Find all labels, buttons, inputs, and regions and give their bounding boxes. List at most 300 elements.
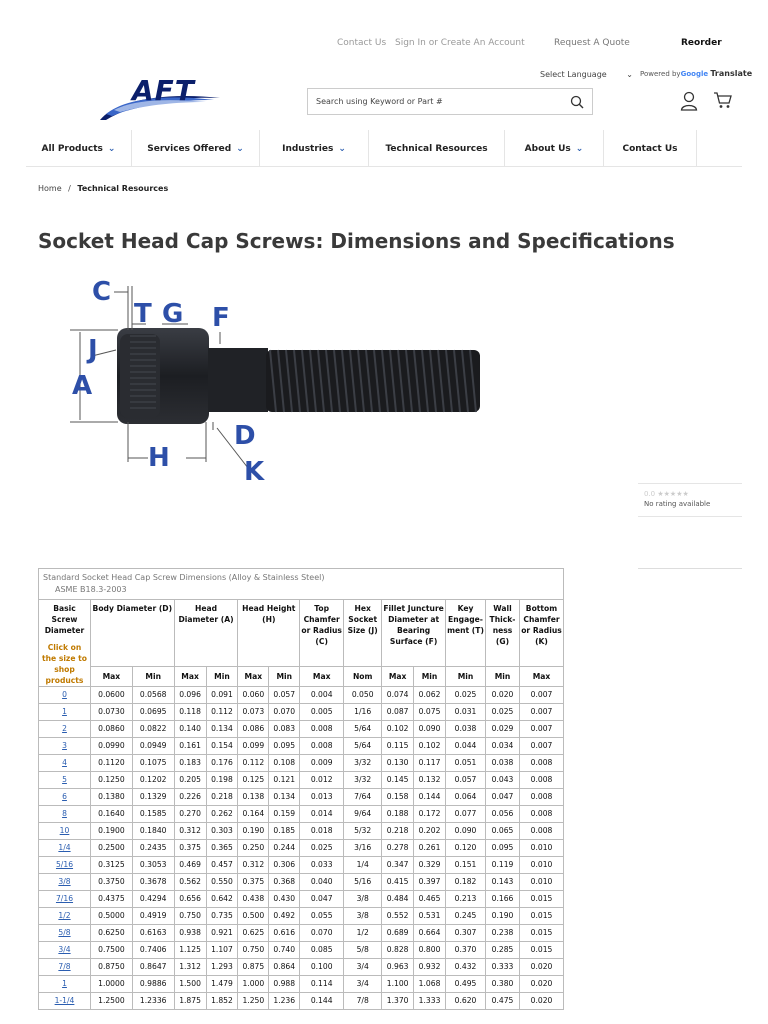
search-icon[interactable] <box>570 95 584 109</box>
table-cell: 0.166 <box>486 891 520 908</box>
table-cell: 0.262 <box>206 806 238 823</box>
size-link[interactable]: 3/4 <box>39 942 91 959</box>
table-cell: 0.307 <box>446 925 486 942</box>
nav-all-products[interactable] <box>26 130 132 167</box>
table-cell: 0.025 <box>486 704 520 721</box>
nav-services-offered-label: Services Offered <box>147 143 232 154</box>
table-cell: 5/64 <box>344 721 382 738</box>
table-cell: 0.090 <box>414 721 446 738</box>
table-cell: 0.047 <box>486 789 520 806</box>
table-cell: 0.864 <box>269 959 300 976</box>
nav-all-products-label: All Products <box>41 143 103 154</box>
table-subheader-cell: Min <box>414 667 446 687</box>
table-cell: 0.1075 <box>132 755 174 772</box>
table-cell: 7/64 <box>344 789 382 806</box>
table-row <box>39 738 564 755</box>
diagram-label-a: A <box>72 371 93 401</box>
language-select[interactable] <box>538 67 633 81</box>
table-row <box>39 925 564 942</box>
table-header-label: Head Height (H) <box>242 604 296 624</box>
table-cell: 0.060 <box>238 687 269 704</box>
table-cell: 0.250 <box>238 840 269 857</box>
table-cell: 0.010 <box>520 857 564 874</box>
table-row <box>39 942 564 959</box>
nav-technical-resources-label: Technical Resources <box>385 143 488 154</box>
table-cell: 0.4294 <box>132 891 174 908</box>
sidebar-divider <box>638 568 742 569</box>
table-cell: 0.144 <box>300 993 344 1010</box>
table-cell: 0.010 <box>520 840 564 857</box>
table-cell: 0.015 <box>520 908 564 925</box>
table-cell: 3/8 <box>344 908 382 925</box>
table-cell: 0.750 <box>238 942 269 959</box>
table-row <box>39 908 564 925</box>
size-link[interactable]: 7/16 <box>39 891 91 908</box>
table-cell: 0.008 <box>520 806 564 823</box>
table-cell: 1.333 <box>414 993 446 1010</box>
table-cell: 0.1250 <box>91 772 133 789</box>
size-link[interactable]: 0 <box>39 687 91 704</box>
table-header-label: Key Engage-ment (T) <box>447 604 484 635</box>
table-cell: 0.085 <box>300 942 344 959</box>
table-cell: 0.118 <box>174 704 206 721</box>
table-cell: 9/64 <box>344 806 382 823</box>
table-cell: 0.004 <box>300 687 344 704</box>
table-cell: 0.368 <box>269 874 300 891</box>
table-row <box>39 891 564 908</box>
table-cell: 0.740 <box>269 942 300 959</box>
table-cell: 0.125 <box>238 772 269 789</box>
table-cell: 0.397 <box>414 874 446 891</box>
table-cell: 0.1329 <box>132 789 174 806</box>
table-cell: 0.121 <box>269 772 300 789</box>
table-cell: 0.370 <box>446 942 486 959</box>
table-cell: 0.014 <box>300 806 344 823</box>
table-cell: 0.182 <box>446 874 486 891</box>
table-cell: 0.183 <box>174 755 206 772</box>
table-cell: 0.656 <box>174 891 206 908</box>
size-link[interactable]: 1/2 <box>39 908 91 925</box>
table-cell: 0.5000 <box>91 908 133 925</box>
table-cell: 0.151 <box>446 857 486 874</box>
chevron-down-icon: ⌄ <box>338 143 346 154</box>
table-cell: 0.020 <box>520 976 564 993</box>
breadcrumb-current: Technical Resources <box>77 184 169 193</box>
size-link[interactable]: 1-1/4 <box>39 993 91 1010</box>
table-cell: 0.102 <box>414 738 446 755</box>
nav-industries[interactable] <box>260 130 369 167</box>
nav-technical-resources[interactable] <box>369 130 505 167</box>
table-subheader-cell: Max <box>238 667 269 687</box>
table-cell: 0.226 <box>174 789 206 806</box>
table-header-cell <box>300 600 344 667</box>
table-cell: 0.010 <box>520 874 564 891</box>
table-cell: 0.138 <box>238 789 269 806</box>
table-header-cell <box>382 600 446 667</box>
search-input[interactable] <box>308 89 548 114</box>
table-subheader-cell: Min <box>446 667 486 687</box>
table-cell: 0.4375 <box>91 891 133 908</box>
table-cell: 0.0949 <box>132 738 174 755</box>
table-cell: 0.938 <box>174 925 206 942</box>
table-cell: 0.083 <box>269 721 300 738</box>
table-cell: 0.0695 <box>132 704 174 721</box>
size-link[interactable]: 7/8 <box>39 959 91 976</box>
table-header-cell <box>446 600 486 667</box>
nav-contact-us-label: Contact Us <box>622 143 678 154</box>
table-cell: 0.484 <box>382 891 414 908</box>
table-cell: 0.015 <box>520 891 564 908</box>
breadcrumb-home[interactable]: Home <box>38 184 62 193</box>
shop-note: Click on the size to shop products <box>41 643 87 685</box>
table-cell: 0.238 <box>486 925 520 942</box>
aft-logo[interactable] <box>96 74 224 126</box>
table-title: Standard Socket Head Cap Screw Dimensions (Alloy & Stainless Steel) <box>43 573 325 582</box>
translate-link[interactable]: Translate <box>710 69 753 78</box>
rating-stars <box>644 490 736 498</box>
size-link[interactable]: 2 <box>39 721 91 738</box>
table-cell: 0.2500 <box>91 840 133 857</box>
table-cell: 0.008 <box>520 823 564 840</box>
rating-widget[interactable] <box>638 483 742 517</box>
size-link[interactable]: 6 <box>39 789 91 806</box>
table-cell: 0.065 <box>486 823 520 840</box>
powered-by-text: Powered by <box>640 70 681 78</box>
table-cell: 1.479 <box>206 976 238 993</box>
account-icon[interactable] <box>680 91 698 111</box>
reorder-link[interactable]: Reorder <box>681 38 722 48</box>
table-cell: 3/4 <box>344 959 382 976</box>
table-cell: 0.120 <box>446 840 486 857</box>
table-cell: 0.3053 <box>132 857 174 874</box>
table-row <box>39 721 564 738</box>
table-cell: 0.164 <box>238 806 269 823</box>
table-cell: 0.172 <box>414 806 446 823</box>
size-link[interactable]: 10 <box>39 823 91 840</box>
table-cell: 0.438 <box>238 891 269 908</box>
table-cell: 3/16 <box>344 840 382 857</box>
table-row <box>39 993 564 1010</box>
table-cell: 0.095 <box>269 738 300 755</box>
table-cell: 0.198 <box>206 772 238 789</box>
table-cell: 0.6163 <box>132 925 174 942</box>
table-cell: 0.531 <box>414 908 446 925</box>
table-cell: 0.031 <box>446 704 486 721</box>
dimension-table <box>38 568 564 1010</box>
table-cell: 1.0000 <box>91 976 133 993</box>
chevron-down-icon: ⌄ <box>236 143 244 154</box>
table-cell: 0.190 <box>238 823 269 840</box>
table-body <box>39 687 564 1010</box>
diagram-label-g: G <box>162 299 184 329</box>
table-header-label: Top Chamfer or Radius (C) <box>301 604 342 646</box>
table-cell: 0.025 <box>300 840 344 857</box>
rating-text: No rating available <box>644 500 711 508</box>
main-nav <box>26 130 742 167</box>
table-cell: 0.7500 <box>91 942 133 959</box>
table-cell: 0.475 <box>486 993 520 1010</box>
table-cell: 1.370 <box>382 993 414 1010</box>
table-cell: 0.008 <box>300 721 344 738</box>
table-cell: 0.285 <box>486 942 520 959</box>
table-cell: 0.0860 <box>91 721 133 738</box>
table-cell: 0.375 <box>238 874 269 891</box>
table-cell: 0.218 <box>382 823 414 840</box>
logo-text: AFT <box>132 74 195 107</box>
table-cell: 0.1640 <box>91 806 133 823</box>
table-header-label: Fillet Juncture Diameter at Bearing Surface (F) <box>383 604 444 646</box>
table-caption <box>38 568 564 599</box>
table-header-label: Head Diameter (A) <box>178 604 234 624</box>
table-cell: 0.0568 <box>132 687 174 704</box>
size-link[interactable]: 1/4 <box>39 840 91 857</box>
table-row <box>39 806 564 823</box>
table-cell: 0.875 <box>238 959 269 976</box>
table-cell: 0.616 <box>269 925 300 942</box>
table-cell: 1.2500 <box>91 993 133 1010</box>
table-row <box>39 789 564 806</box>
size-link[interactable]: 5/16 <box>39 857 91 874</box>
table-cell: 0.312 <box>174 823 206 840</box>
table-cell: 0.143 <box>486 874 520 891</box>
cart-icon[interactable] <box>713 91 733 109</box>
diagram-label-j: J <box>88 335 98 365</box>
table-cell: 0.033 <box>300 857 344 874</box>
chevron-down-icon: ⌄ <box>575 143 584 154</box>
table-cell: 0.020 <box>520 993 564 1010</box>
table-cell: 0.038 <box>446 721 486 738</box>
table-row <box>39 976 564 993</box>
screw-dimension-diagram <box>70 272 490 487</box>
table-cell: 0.492 <box>269 908 300 925</box>
table-header-label: Wall Thick-ness (G) <box>489 604 516 646</box>
powered-by-google <box>640 69 752 78</box>
table-header-cell <box>39 600 91 687</box>
table-cell: 1.500 <box>174 976 206 993</box>
table-cell: 5/8 <box>344 942 382 959</box>
table-cell: 0.130 <box>382 755 414 772</box>
table-cell: 5/16 <box>344 874 382 891</box>
table-cell: 0.1202 <box>132 772 174 789</box>
table-header-cell <box>174 600 238 667</box>
table-cell: 0.432 <box>446 959 486 976</box>
table-cell: 0.015 <box>520 925 564 942</box>
breadcrumb-separator: / <box>68 184 71 193</box>
table-cell: 0.306 <box>269 857 300 874</box>
table-subheader-cell: Min <box>486 667 520 687</box>
table-cell: 0.025 <box>446 687 486 704</box>
table-cell: 0.303 <box>206 823 238 840</box>
table-cell: 1.875 <box>174 993 206 1010</box>
table-row <box>39 823 564 840</box>
table-row <box>39 874 564 891</box>
google-logo-text: Google <box>680 70 709 78</box>
table-cell: 0.562 <box>174 874 206 891</box>
breadcrumb <box>38 184 168 193</box>
table-cell: 0.244 <box>269 840 300 857</box>
table-subheader-cell: Max <box>174 667 206 687</box>
table-cell: 0.073 <box>238 704 269 721</box>
table-cell: 0.140 <box>174 721 206 738</box>
table-cell: 0.062 <box>414 687 446 704</box>
table-cell: 0.070 <box>300 925 344 942</box>
table-cell: 0.4919 <box>132 908 174 925</box>
table-cell: 0.0990 <box>91 738 133 755</box>
table-cell: 0.007 <box>520 738 564 755</box>
table-cell: 0.086 <box>238 721 269 738</box>
nav-services-offered[interactable] <box>132 130 260 167</box>
request-quote-link[interactable]: Request A Quote <box>554 38 630 48</box>
table-cell: 0.050 <box>344 687 382 704</box>
table-cell: 0.029 <box>486 721 520 738</box>
nav-industries-label: Industries <box>282 143 334 154</box>
table-cell: 0.009 <box>300 755 344 772</box>
table-cell: 0.115 <box>382 738 414 755</box>
table-cell: 0.047 <box>300 891 344 908</box>
table-cell: 0.161 <box>174 738 206 755</box>
table-cell: 0.213 <box>446 891 486 908</box>
size-link[interactable]: 8 <box>39 806 91 823</box>
table-cell: 0.625 <box>238 925 269 942</box>
sign-in-link[interactable]: Sign In or Create An Account <box>395 38 525 48</box>
table-cell: 1.293 <box>206 959 238 976</box>
table-cell: 0.552 <box>382 908 414 925</box>
table-cell: 0.664 <box>414 925 446 942</box>
size-link[interactable]: 1 <box>39 704 91 721</box>
size-link[interactable]: 5 <box>39 772 91 789</box>
table-cell: 0.145 <box>382 772 414 789</box>
table-cell: 0.0600 <box>91 687 133 704</box>
table-cell: 0.020 <box>520 959 564 976</box>
table-cell: 1.2336 <box>132 993 174 1010</box>
table-cell: 0.008 <box>520 755 564 772</box>
table-cell: 0.159 <box>269 806 300 823</box>
table-cell: 0.1900 <box>91 823 133 840</box>
table-cell: 0.430 <box>269 891 300 908</box>
table-cell: 0.013 <box>300 789 344 806</box>
table-cell: 0.134 <box>269 789 300 806</box>
table-row <box>39 755 564 772</box>
table-cell: 0.469 <box>174 857 206 874</box>
table-header-label: Hex Socket Size (J) <box>347 604 378 635</box>
table-cell: 0.043 <box>486 772 520 789</box>
diagram-label-c: C <box>92 277 112 307</box>
table-cell: 0.800 <box>414 942 446 959</box>
table-cell: 1.312 <box>174 959 206 976</box>
table-cell: 0.457 <box>206 857 238 874</box>
size-link[interactable]: 3/8 <box>39 874 91 891</box>
table-cell: 1.100 <box>382 976 414 993</box>
table-row <box>39 704 564 721</box>
table-cell: 0.008 <box>520 772 564 789</box>
table-cell: 0.3750 <box>91 874 133 891</box>
table-cell: 0.190 <box>486 908 520 925</box>
language-select-label: Select Language <box>540 69 607 79</box>
table-cell: 1.000 <box>238 976 269 993</box>
table-cell: 0.112 <box>206 704 238 721</box>
nav-about-us-label: About Us <box>524 143 571 154</box>
size-link[interactable]: 5/8 <box>39 925 91 942</box>
table-subheader-row <box>39 667 564 687</box>
table-cell: 0.245 <box>446 908 486 925</box>
table-cell: 0.495 <box>446 976 486 993</box>
table-cell: 0.015 <box>520 942 564 959</box>
table-cell: 0.465 <box>414 891 446 908</box>
table-cell: 0.312 <box>238 857 269 874</box>
table-cell: 0.375 <box>174 840 206 857</box>
size-link[interactable]: 4 <box>39 755 91 772</box>
table-cell: 0.051 <box>446 755 486 772</box>
table-cell: 0.333 <box>486 959 520 976</box>
table-cell: 0.500 <box>238 908 269 925</box>
contact-us-link[interactable]: Contact Us <box>337 38 387 48</box>
table-cell: 0.620 <box>446 993 486 1010</box>
diagram-label-d: D <box>234 421 256 451</box>
table-cell: 0.112 <box>238 755 269 772</box>
table-cell: 0.1380 <box>91 789 133 806</box>
table-subtitle: ASME B18.3-2003 <box>55 585 127 594</box>
table-cell: 0.158 <box>382 789 414 806</box>
table-subheader-cell: Nom <box>344 667 382 687</box>
table-cell: 0.077 <box>446 806 486 823</box>
table-cell: 1.068 <box>414 976 446 993</box>
table-cell: 0.119 <box>486 857 520 874</box>
table-cell: 0.0822 <box>132 721 174 738</box>
table-cell: 0.040 <box>300 874 344 891</box>
table-cell: 0.642 <box>206 891 238 908</box>
table-cell: 0.144 <box>414 789 446 806</box>
table-cell: 0.087 <box>382 704 414 721</box>
table-cell: 0.008 <box>520 789 564 806</box>
table-cell: 0.8647 <box>132 959 174 976</box>
size-link[interactable]: 1 <box>39 976 91 993</box>
screw-body <box>208 348 268 412</box>
table-row <box>39 959 564 976</box>
table-cell: 0.347 <box>382 857 414 874</box>
table-cell: 5/32 <box>344 823 382 840</box>
size-link[interactable]: 3 <box>39 738 91 755</box>
table-subheader-cell: Min <box>206 667 238 687</box>
table-header-row <box>39 600 564 667</box>
table-cell: 0.007 <box>520 687 564 704</box>
table-cell: 0.114 <box>300 976 344 993</box>
table-cell: 0.3678 <box>132 874 174 891</box>
table-cell: 0.090 <box>446 823 486 840</box>
table-cell: 0.380 <box>486 976 520 993</box>
table-cell: 0.185 <box>269 823 300 840</box>
table-cell: 0.270 <box>174 806 206 823</box>
table-cell: 0.176 <box>206 755 238 772</box>
table-subheader-cell: Max <box>520 667 564 687</box>
table-cell: 0.205 <box>174 772 206 789</box>
table-cell: 0.075 <box>414 704 446 721</box>
table-cell: 0.278 <box>382 840 414 857</box>
nav-contact-us[interactable] <box>604 130 697 167</box>
nav-about-us[interactable] <box>505 130 604 167</box>
diagram-label-h: H <box>148 443 170 473</box>
table-cell: 0.750 <box>174 908 206 925</box>
search-box <box>307 88 593 115</box>
table-cell: 0.012 <box>300 772 344 789</box>
table-cell: 1.250 <box>238 993 269 1010</box>
table-cell: 0.005 <box>300 704 344 721</box>
table-cell: 0.932 <box>414 959 446 976</box>
table-cell: 0.102 <box>382 721 414 738</box>
table-header-cell <box>238 600 300 667</box>
table-cell: 0.6250 <box>91 925 133 942</box>
table-cell: 1.125 <box>174 942 206 959</box>
table-cell: 0.008 <box>300 738 344 755</box>
